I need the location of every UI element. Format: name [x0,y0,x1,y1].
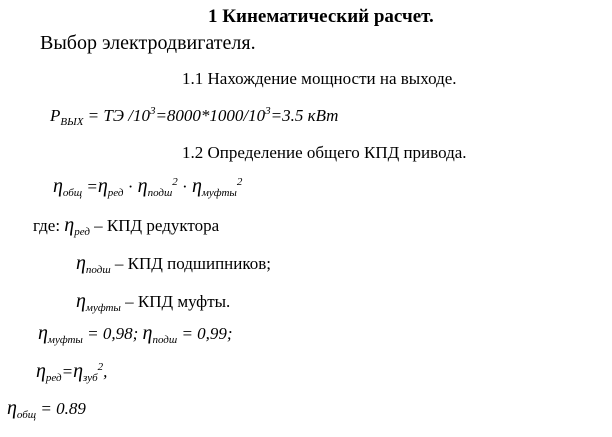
definition-text: – КПД подшипников; [110,254,272,273]
eta-reducer-subscript: ред [107,187,124,199]
power-symbol: P [50,106,61,125]
eta-reducer-subscript: ред [45,372,62,384]
eta-symbol: η [76,252,86,274]
page-title: 1 Кинематический расчет. [208,6,434,27]
power-eq-part2: =8000*1000/10 [155,106,266,125]
eta-bearing-subscript: подш [147,187,173,199]
eta-reducer-subscript: ред [74,226,90,238]
eta-symbol: η [53,175,63,197]
power-eq-part1: = ТЭ /10 [83,106,150,125]
definition-reducer [33,214,219,237]
eta-bearing-subscript: подш [152,334,178,346]
equals-sign: = [61,362,74,381]
eta-coupling-subscript: муфты [201,187,237,199]
equals-sign: = [82,177,98,196]
eta-symbol: η [137,175,148,197]
multiply-dot: · [127,177,134,196]
eta-gear-subscript: зуб [83,372,98,384]
reducer-formula [36,360,107,383]
coupling-value: = 0,98; [82,324,139,343]
eta-symbol: η [38,322,48,344]
power-formula [50,106,338,126]
definition-coupling [76,290,230,313]
multiply-dot: · [182,177,188,196]
total-value: = 0.89 [36,399,86,418]
coupling-exponent: 2 [236,176,243,188]
definition-text: – КПД муфты. [120,292,231,311]
bearing-exponent: 2 [172,176,178,188]
section-heading-efficiency: 1.2 Определение общего КПД привода. [182,143,467,162]
eta-symbol: η [76,290,86,312]
section-heading-power: 1.1 Нахождение мощности на выходе. [182,69,457,88]
eta-symbol: η [191,175,202,197]
eta-bearing-subscript: подш [85,264,111,276]
eta-symbol: η [7,397,17,419]
eta-coupling-subscript: муфты [85,302,121,314]
gear-exponent: 2 [97,361,104,373]
efficiency-formula [53,175,242,198]
subtitle: Выбор электродвигателя. [40,32,256,54]
eta-symbol: η [64,214,75,236]
eta-symbol: η [97,175,108,197]
eta-symbol: η [142,322,153,344]
power-exp2: 3 [265,105,271,117]
eta-symbol: η [36,360,46,382]
where-label: где: [33,216,61,235]
eta-total-subscript: общ [62,187,83,199]
eta-total-subscript: общ [16,409,37,421]
definition-text: – КПД редуктора [89,216,220,235]
power-eq-part3: =3.5 кВт [270,106,339,125]
eta-coupling-subscript: муфты [47,334,83,346]
bearing-value: = 0,99; [177,324,233,343]
power-exp1: 3 [149,105,156,117]
power-subscript: ВЫХ [60,116,84,128]
efficiency-values [38,322,233,345]
eta-symbol: η [73,360,84,382]
definition-bearings [76,252,271,275]
trailing-comma: , [103,362,108,381]
total-efficiency [7,397,86,420]
